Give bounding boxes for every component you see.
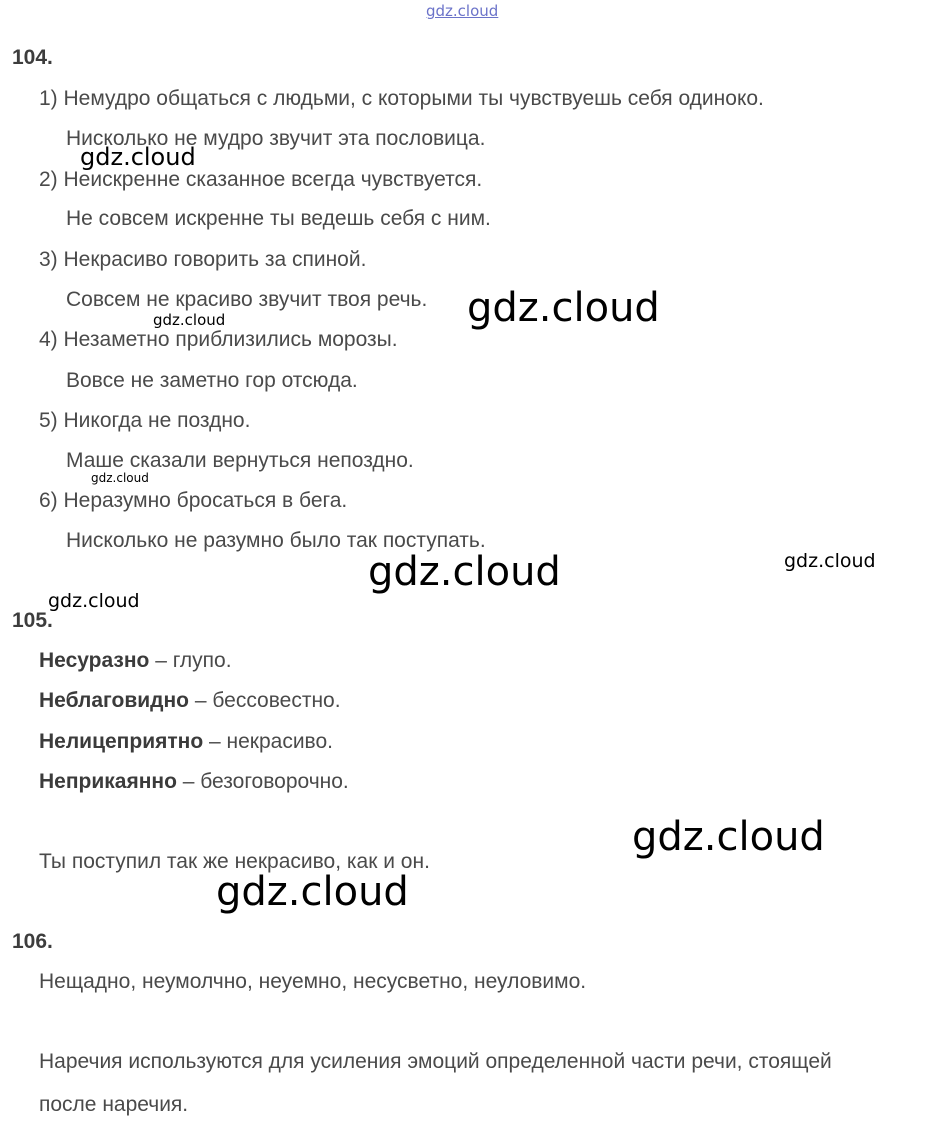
watermark: gdz.cloud	[91, 471, 149, 485]
watermark: gdz.cloud	[784, 550, 876, 572]
watermark-top[interactable]: gdz.cloud	[426, 2, 499, 20]
task-104-line-12: Нисколько не разумно было так поступать.	[66, 529, 486, 552]
task-105-pair-2	[39, 689, 341, 713]
task-106-explanation-line-1: Наречия используются для усиления эмоций определенной части речи, стоящей	[39, 1050, 832, 1073]
pair-word: Нелицеприятно	[39, 730, 204, 753]
task-104-line-2: Нисколько не мудро звучит эта пословица.	[66, 127, 486, 150]
task-number-104: 104.	[12, 46, 53, 69]
task-106-words: Нещадно, неумолчно, неуемно, несусветно, неуловимо.	[39, 970, 587, 993]
task-104-line-7: 4) Незаметно приблизились морозы.	[39, 328, 398, 351]
pair-word: Неблаговидно	[39, 689, 189, 712]
pair-meaning: – некрасиво.	[203, 730, 333, 753]
task-104-line-9: 5) Никогда не поздно.	[39, 409, 251, 432]
task-105-pair-1	[39, 649, 232, 673]
watermark: gdz.cloud	[80, 143, 196, 171]
task-104-line-3: 2) Неискренне сказанное всегда чувствуется.	[39, 168, 483, 191]
watermark: gdz.cloud	[467, 285, 660, 331]
task-104-line-8: Вовсе не заметно гор отсюда.	[66, 369, 358, 392]
task-104-line-11: 6) Неразумно бросаться в бега.	[39, 489, 348, 512]
task-105-pair-3	[39, 730, 333, 754]
task-104-line-6: Совсем не красиво звучит твоя речь.	[66, 288, 428, 311]
task-104-line-5: 3) Некрасиво говорить за спиной.	[39, 248, 367, 271]
task-104-line-4: Не совсем искренне ты ведешь себя с ним.	[66, 207, 491, 230]
watermark: gdz.cloud	[632, 814, 825, 860]
pair-meaning: – безоговорочно.	[176, 770, 349, 793]
pair-meaning: – бессовестно.	[189, 689, 341, 712]
watermark: gdz.cloud	[48, 590, 140, 612]
task-number-105: 105.	[12, 609, 53, 632]
task-104-line-1: 1) Немудро общаться с людьми, с которыми ты чувствуешь себя одиноко.	[39, 87, 764, 110]
task-105-sentence: Ты поступил так же некрасиво, как и он.	[39, 850, 430, 873]
task-number-106: 106.	[12, 930, 53, 953]
task-105-pair-4	[39, 770, 349, 794]
task-106-explanation-line-2: после наречия.	[39, 1093, 189, 1116]
pair-word: Несуразно	[39, 649, 150, 672]
task-104-line-10: Маше сказали вернуться непоздно.	[66, 449, 414, 472]
watermark: gdz.cloud	[368, 549, 561, 595]
pair-word: Неприкаянно	[39, 770, 177, 793]
pair-meaning: – глупо.	[149, 649, 232, 672]
watermark: gdz.cloud	[216, 869, 409, 915]
watermark: gdz.cloud	[153, 311, 226, 329]
